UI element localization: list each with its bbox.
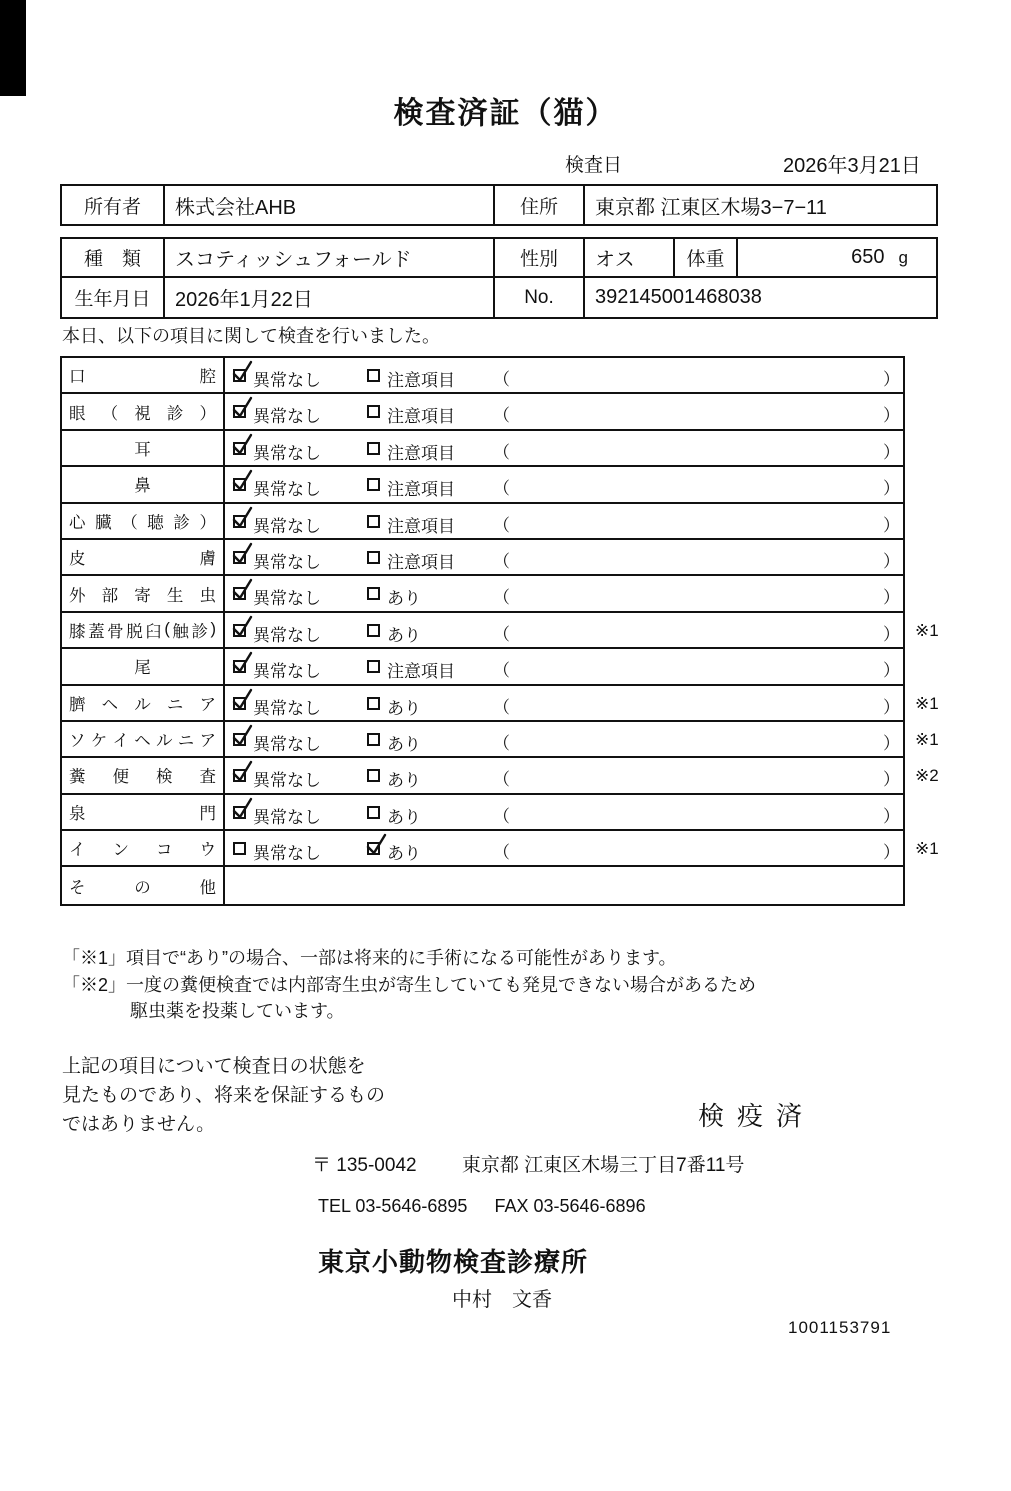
exam-row <box>62 722 939 758</box>
owner-value: 株式会社AHB <box>165 186 495 224</box>
exam-row-label: 尾 <box>62 649 225 683</box>
exam-row-label: 鼻 <box>62 467 225 501</box>
paren-close: ） <box>883 624 900 644</box>
paren-close: ） <box>883 843 900 863</box>
exam-row-label: 皮 膚 <box>62 540 225 574</box>
paren-close: ） <box>883 661 900 681</box>
paren-open: （ <box>493 733 510 753</box>
paren-close: ） <box>883 406 900 426</box>
paren-open: （ <box>493 370 510 389</box>
address-value: 東京都 江東区木場3−7−11 <box>595 196 827 219</box>
no-label: No. <box>495 278 585 317</box>
inspection-date-label: 検査日 <box>565 155 623 176</box>
option2-label: あり <box>387 844 421 864</box>
paren-open: （ <box>493 697 510 717</box>
exam-row-content <box>225 431 903 465</box>
exam-row-label: 糞 便 検 査 <box>62 758 225 792</box>
exam-row-content <box>225 394 903 428</box>
weight-label: 体重 <box>675 239 738 278</box>
exam-row-label: 心 臓 （ 聴 診 ） <box>62 504 225 538</box>
paren-close: ） <box>883 370 900 389</box>
exam-row-content <box>225 613 903 647</box>
birthdate-value: 2026年1月22日 <box>165 278 495 317</box>
clinic-fax: FAX 03-5646-6896 <box>494 1196 646 1216</box>
quarantine-stamp: 検疫済 <box>698 1101 816 1131</box>
exam-row <box>62 540 903 576</box>
paren-close: ） <box>883 479 900 499</box>
weight-value: 650 <box>851 246 885 268</box>
paren-open: （ <box>493 770 510 790</box>
option2-label: 注意項目 <box>387 662 455 682</box>
no-value: 392145001468038 <box>595 286 762 308</box>
exam-row-content <box>225 758 903 792</box>
option1-label: 異常なし <box>253 480 321 500</box>
footnote-2: 「※2」一度の糞便検査では内部寄生虫が寄生していても発見できない場合があるため <box>62 975 757 995</box>
owner-table <box>60 184 938 226</box>
checkbox-checked-icon <box>233 660 246 673</box>
checkbox-unchecked-icon <box>367 405 380 418</box>
postal-code: 〒 135-0042 <box>312 1155 417 1176</box>
paren-close: ） <box>883 588 900 608</box>
option2-label: 注意項目 <box>387 552 455 572</box>
checkbox-unchecked-icon <box>367 806 380 819</box>
option2-label: 注意項目 <box>387 407 455 427</box>
checkbox-unchecked-icon <box>367 515 380 528</box>
exam-row-content <box>225 576 903 610</box>
checkbox-checked-icon <box>233 442 246 455</box>
option2-label: あり <box>387 807 421 827</box>
option2-label: あり <box>387 625 421 645</box>
clinic-name: 東京小動物検査診療所 <box>318 1247 589 1277</box>
weight-cell <box>738 239 936 278</box>
exam-row-content <box>225 649 903 683</box>
exam-row-content <box>225 504 903 538</box>
disclaimer-line-2: 見たものであり、将来を保証するもの <box>62 1085 386 1106</box>
option1-label: 異常なし <box>253 698 321 718</box>
exam-row <box>62 758 939 794</box>
checkbox-checked-icon <box>367 842 380 855</box>
exam-row <box>62 467 903 503</box>
checkbox-checked-icon <box>233 733 246 746</box>
exam-row-content <box>225 795 903 829</box>
clinic-address: 東京都 江東区木場三丁目7番11号 <box>461 1155 745 1176</box>
paren-open: （ <box>493 479 510 499</box>
option1-label: 異常なし <box>253 807 321 827</box>
breed-label: 種 類 <box>62 239 165 278</box>
row-note: ※1 <box>915 729 939 749</box>
exam-table-body <box>62 358 939 904</box>
option1-label: 異常なし <box>253 589 321 609</box>
checkbox-unchecked-icon <box>367 587 380 600</box>
checkbox-checked-icon <box>233 478 246 491</box>
checkbox-unchecked-icon <box>367 624 380 637</box>
checkbox-checked-icon <box>233 515 246 528</box>
exam-row-label: 耳 <box>62 431 225 465</box>
exam-row <box>62 576 903 612</box>
scan-artifact <box>0 0 26 96</box>
option2-label: あり <box>387 734 421 754</box>
option1-label: 異常なし <box>253 407 321 427</box>
owner-label: 所有者 <box>62 186 165 224</box>
row-note: ※2 <box>915 766 939 786</box>
exam-row-content <box>225 831 903 865</box>
option1-label: 異常なし <box>253 443 321 463</box>
exam-row-content <box>225 358 903 392</box>
option2-label: あり <box>387 589 421 609</box>
page-title: 検査済証（猫） <box>393 97 618 130</box>
checkbox-unchecked-icon <box>367 660 380 673</box>
exam-row <box>62 867 903 903</box>
exam-row-label: ソ ケ イ ヘ ル ニ ア <box>62 722 225 756</box>
paren-close: ） <box>883 697 900 717</box>
checkbox-checked-icon <box>233 587 246 600</box>
exam-row-content <box>225 722 903 756</box>
paren-open: （ <box>493 588 510 608</box>
exam-row-label: 外 部 寄 生 虫 <box>62 576 225 610</box>
row-note: ※1 <box>915 693 939 713</box>
option1-label: 異常なし <box>253 516 321 536</box>
paren-close: ） <box>883 551 900 571</box>
option1-label: 異常なし <box>253 371 321 390</box>
checkbox-unchecked-icon <box>367 478 380 491</box>
clinic-postal-row <box>312 1150 744 1177</box>
pet-table <box>60 237 938 319</box>
footnote-1: 「※1」項目で“あり”の場合、一部は将来的に手術になる可能性があります。 <box>62 948 677 968</box>
exam-row-content <box>225 467 903 501</box>
paren-open: （ <box>493 661 510 681</box>
birthdate-label: 生年月日 <box>62 278 165 317</box>
option1-label: 異常なし <box>253 552 321 572</box>
paren-open: （ <box>493 442 510 462</box>
exam-row-label: 口 腔 <box>62 358 225 392</box>
exam-row-label: 眼 （ 視 診 ） <box>62 394 225 428</box>
exam-row-label: 臍 ヘ ル ニ ア <box>62 686 225 720</box>
paren-open: （ <box>493 406 510 426</box>
exam-row-label: そ の 他 <box>62 867 225 903</box>
option1-label: 異常なし <box>253 844 321 864</box>
row-note: ※1 <box>915 620 939 640</box>
checkbox-checked-icon <box>233 769 246 782</box>
examiner-name: 中村 文香 <box>452 1289 552 1311</box>
intro-text: 本日、以下の項目に関して検査を行いました。 <box>62 326 440 346</box>
exam-row <box>62 686 939 722</box>
clinic-tel: TEL 03-5646-6895 <box>318 1196 468 1216</box>
exam-row <box>62 394 903 430</box>
exam-row <box>62 504 903 540</box>
option2-label: 注意項目 <box>387 480 455 500</box>
exam-row <box>62 358 903 394</box>
paren-close: ） <box>883 733 900 753</box>
exam-row-content <box>225 686 903 720</box>
checkbox-checked-icon <box>233 624 246 637</box>
paren-close: ） <box>883 515 900 535</box>
sex-value: オス <box>585 239 675 278</box>
exam-row <box>62 795 903 831</box>
address-label: 住所 <box>495 186 585 224</box>
exam-row <box>62 613 939 649</box>
option2-label: あり <box>387 698 421 718</box>
disclaimer <box>62 1052 385 1139</box>
checkbox-unchecked-icon <box>233 842 246 855</box>
checkbox-unchecked-icon <box>367 369 380 382</box>
paren-open: （ <box>493 551 510 571</box>
sex-label: 性別 <box>495 239 585 278</box>
breed-value: スコティッシュフォールド <box>165 239 495 278</box>
checkbox-checked-icon <box>233 551 246 564</box>
exam-row-content <box>225 540 903 574</box>
exam-row-content <box>225 867 903 903</box>
exam-row-label: イ ン コ ウ <box>62 831 225 865</box>
option2-label: 注意項目 <box>387 443 455 463</box>
checkbox-unchecked-icon <box>367 733 380 746</box>
paren-close: ） <box>883 806 900 826</box>
checkbox-unchecked-icon <box>367 551 380 564</box>
footnote-2-cont: 駆虫薬を投薬しています。 <box>130 1001 345 1021</box>
exam-row <box>62 831 939 867</box>
checkbox-unchecked-icon <box>367 769 380 782</box>
option1-label: 異常なし <box>253 625 321 645</box>
disclaimer-line-1: 上記の項目について検査日の状態を <box>62 1056 366 1077</box>
checkbox-unchecked-icon <box>367 697 380 710</box>
option1-label: 異常なし <box>253 771 321 791</box>
inspection-date-value: 2026年3月21日 <box>783 155 921 177</box>
option2-label: あり <box>387 771 421 791</box>
option2-label: 注意項目 <box>387 371 455 390</box>
option1-label: 異常なし <box>253 662 321 682</box>
exam-table <box>60 356 939 906</box>
paren-open: （ <box>493 624 510 644</box>
paren-close: ） <box>883 770 900 790</box>
paren-open: （ <box>493 843 510 863</box>
paren-open: （ <box>493 515 510 535</box>
paren-close: ） <box>883 442 900 462</box>
checkbox-checked-icon <box>233 806 246 819</box>
paren-open: （ <box>493 806 510 826</box>
option1-label: 異常なし <box>253 734 321 754</box>
weight-unit: g <box>898 247 908 267</box>
row-note: ※1 <box>915 839 939 859</box>
exam-row <box>62 431 903 467</box>
exam-row <box>62 649 903 685</box>
checkbox-checked-icon <box>233 369 246 382</box>
clinic-tel-row <box>318 1196 646 1217</box>
option2-label: 注意項目 <box>387 516 455 536</box>
exam-row-label: 膝 蓋 骨 脱 臼 ( 触 診 ) <box>62 613 225 647</box>
checkbox-checked-icon <box>233 697 246 710</box>
checkbox-unchecked-icon <box>367 442 380 455</box>
disclaimer-line-3: ではありません。 <box>62 1114 216 1135</box>
checkbox-checked-icon <box>233 405 246 418</box>
serial-number: 1001153791 <box>788 1318 892 1337</box>
exam-row-label: 泉 門 <box>62 795 225 829</box>
